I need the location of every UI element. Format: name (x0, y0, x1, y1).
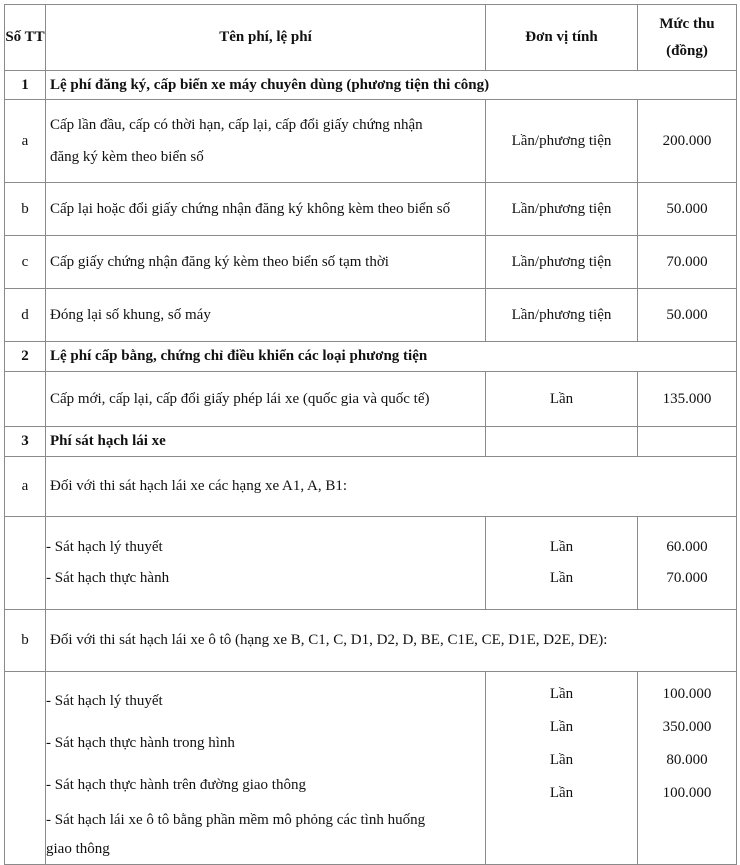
table-row (5, 672, 737, 865)
header-fee: Mức thu (đồng) (638, 5, 737, 71)
fee-name-line: Cấp lần đầu, cấp có thời hạn, cấp lại, cấp đổi giấy chứng nhận (50, 117, 423, 133)
fee-name: Đóng lại số khung, số máy (46, 289, 486, 342)
row-number: d (5, 289, 46, 342)
section-title: Phí sát hạch lái xe (46, 427, 486, 457)
table-row (5, 183, 737, 236)
fee-item-amount: 60.000 (666, 539, 708, 555)
fee-name: Cấp mới, cấp lại, cấp đổi giấy phép lái xe (quốc gia và quốc tế) (46, 372, 486, 427)
fee-amount (638, 517, 737, 610)
row-number: a (5, 457, 46, 517)
section-title: Lệ phí cấp bằng, chứng chỉ điều khiển các loại phương tiện (46, 342, 737, 372)
fee-amount: 50.000 (638, 183, 737, 236)
fee-unit: Lần (486, 372, 638, 427)
subsection-title: Đối với thi sát hạch lái xe các hạng xe A1, A, B1: (46, 457, 737, 517)
table-row (5, 372, 737, 427)
subsection-title: Đối với thi sát hạch lái xe ô tô (hạng xe B, C1, C, D1, D2, D, BE, C1E, CE, D1E, D2E, DE): (46, 610, 737, 672)
fee-item-amount: 70.000 (666, 570, 708, 586)
fee-unit: Lần/phương tiện (486, 183, 638, 236)
table-row (5, 427, 737, 457)
fee-item-unit: Lần (549, 539, 574, 555)
fee-unit (486, 517, 638, 610)
row-number: 3 (5, 427, 46, 457)
fee-item-unit: Lần (549, 686, 574, 702)
table-row (5, 610, 737, 672)
row-number (5, 517, 46, 610)
table-row (5, 457, 737, 517)
fee-item-name: - Sát hạch lý thuyết (46, 539, 163, 555)
fee-unit (486, 427, 638, 457)
fee-item-unit: Lần (549, 752, 574, 768)
row-number: b (5, 183, 46, 236)
fee-amount: 135.000 (638, 372, 737, 427)
fee-name (46, 100, 486, 183)
fee-unit: Lần/phương tiện (486, 236, 638, 289)
fee-item-name: - Sát hạch thực hành trong hình (46, 735, 235, 751)
fee-name (46, 672, 486, 865)
fee-unit (486, 672, 638, 865)
row-number: a (5, 100, 46, 183)
table-row (5, 236, 737, 289)
fee-item-name: - Sát hạch lái xe ô tô bằng phần mềm mô phỏng các tình huống (46, 812, 426, 828)
section-title: Lệ phí đăng ký, cấp biển xe máy chuyên dùng (phương tiện thi công) (46, 71, 737, 100)
fee-item-unit: Lần (549, 719, 574, 735)
row-number: b (5, 610, 46, 672)
fee-item-amount: 100.000 (662, 686, 712, 702)
fee-item-name: - Sát hạch thực hành trên đường giao thông (46, 777, 306, 793)
fee-name: Cấp lại hoặc đổi giấy chứng nhận đăng ký không kèm theo biển số (46, 183, 486, 236)
row-number: 1 (5, 71, 46, 100)
fee-name-line: đăng ký kèm theo biển số (50, 149, 204, 165)
fee-name (46, 517, 486, 610)
fee-item-name: - Sát hạch lý thuyết (46, 693, 163, 709)
header-unit: Đơn vị tính (486, 5, 638, 71)
fee-item-unit: Lần (549, 570, 574, 586)
row-number (5, 372, 46, 427)
table-header-row (5, 5, 737, 71)
row-number: 2 (5, 342, 46, 372)
fee-amount: 200.000 (638, 100, 737, 183)
fee-amount: 50.000 (638, 289, 737, 342)
table-row (5, 289, 737, 342)
header-name: Tên phí, lệ phí (46, 5, 486, 71)
fee-item-amount: 350.000 (662, 719, 712, 735)
header-no: Số TT (5, 5, 46, 71)
table-row (5, 517, 737, 610)
fee-amount: 70.000 (638, 236, 737, 289)
fee-table (4, 4, 737, 865)
fee-unit: Lần/phương tiện (486, 289, 638, 342)
table-row (5, 342, 737, 372)
table-row (5, 100, 737, 183)
fee-item-amount: 100.000 (662, 785, 712, 801)
fee-item-amount: 80.000 (666, 752, 708, 768)
fee-item-name-cont: giao thông (46, 841, 110, 857)
row-number: c (5, 236, 46, 289)
row-number (5, 672, 46, 865)
fee-amount (638, 672, 737, 865)
fee-item-name: - Sát hạch thực hành (46, 570, 170, 586)
fee-unit: Lần/phương tiện (486, 100, 638, 183)
fee-amount (638, 427, 737, 457)
table-row (5, 71, 737, 100)
fee-item-unit: Lần (549, 785, 574, 801)
fee-name: Cấp giấy chứng nhận đăng ký kèm theo biển số tạm thời (46, 236, 486, 289)
